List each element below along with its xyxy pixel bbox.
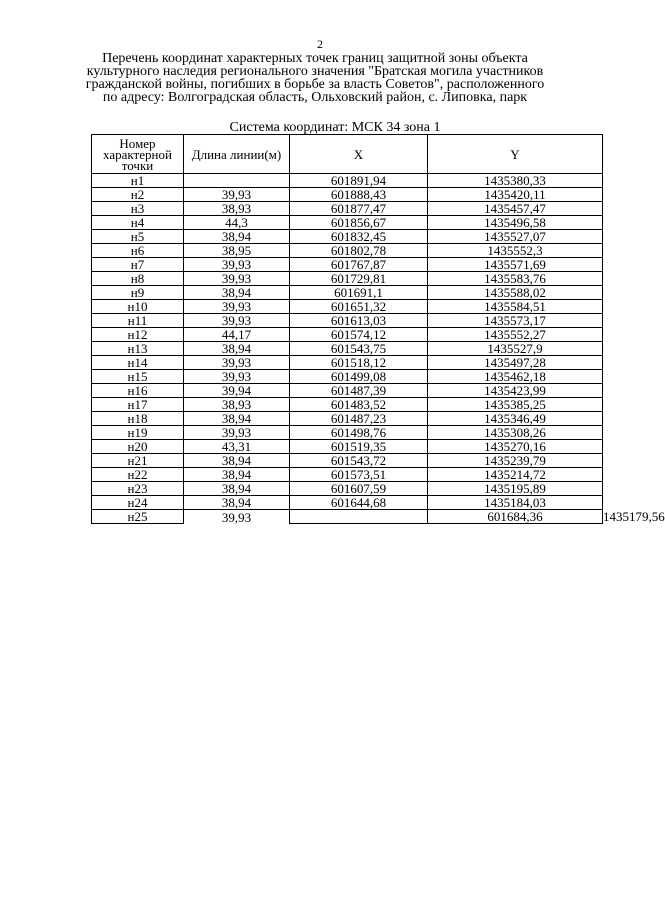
y-coordinate-cell: 1435457,47 [428, 202, 603, 216]
x-coordinate-cell: 601891,94 [290, 174, 428, 188]
line-length-cell: 38,94 [184, 468, 290, 482]
table-row [92, 426, 603, 440]
table-row [92, 342, 603, 356]
line-length-cell: 39,93 [184, 370, 290, 384]
y-coordinate-cell: 1435308,26 [428, 426, 603, 440]
y-coordinate-cell: 1435496,58 [428, 216, 603, 230]
x-coordinate-cell: 601729,81 [290, 272, 428, 286]
table-row [92, 356, 603, 370]
line-length-cell: 38,95 [184, 244, 290, 258]
x-coordinate-cell: 601574,12 [290, 328, 428, 342]
x-coordinate-cell: 601684,36 [428, 510, 603, 524]
point-number-cell: н6 [92, 244, 184, 258]
point-number-cell: н1 [92, 174, 184, 188]
y-coordinate-cell: 1435385,25 [428, 398, 603, 412]
y-coordinate-cell: 1435346,49 [428, 412, 603, 426]
point-number-cell: н9 [92, 286, 184, 300]
line-length-cell: 38,93 [184, 202, 290, 216]
y-coordinate-cell: 1435584,51 [428, 300, 603, 314]
line-length-cell: 39,93 [184, 188, 290, 202]
x-coordinate-cell: 601607,59 [290, 482, 428, 496]
line-length-cell: 43,31 [184, 440, 290, 454]
y-coordinate-cell: 1435462,18 [428, 370, 603, 384]
table-row [92, 328, 603, 342]
table-row: н25 601684,36 1435179,56 [92, 510, 603, 524]
x-coordinate-cell: 601487,39 [290, 384, 428, 398]
y-coordinate-cell: 1435583,76 [428, 272, 603, 286]
table-row [92, 286, 603, 300]
table-row [92, 202, 603, 216]
x-coordinate-cell: 601573,51 [290, 468, 428, 482]
coordinates-table-wrapper [91, 134, 665, 525]
title-line: Перечень координат характерных точек границ защитной зоны объекта [102, 51, 528, 66]
x-coordinate-cell: 601543,75 [290, 342, 428, 356]
header-y: Y [428, 135, 603, 174]
point-number-cell: н20 [92, 440, 184, 454]
y-coordinate-cell: 1435573,17 [428, 314, 603, 328]
point-number-cell: н18 [92, 412, 184, 426]
point-number-cell: н4 [92, 216, 184, 230]
point-number-cell: н17 [92, 398, 184, 412]
line-length-cell: 44,17 [184, 328, 290, 342]
point-number-cell: н14 [92, 356, 184, 370]
line-length-cell: 38,94 [184, 342, 290, 356]
point-number-cell: н5 [92, 230, 184, 244]
line-length-cell: 39,93 [184, 510, 290, 524]
line-length-cell [290, 510, 428, 524]
table-row [92, 230, 603, 244]
table-row [92, 398, 603, 412]
point-number-cell: н16 [92, 384, 184, 398]
document-title [80, 52, 550, 104]
table-row [92, 412, 603, 426]
point-number-cell: н8 [92, 272, 184, 286]
point-number-cell: н3 [92, 202, 184, 216]
y-coordinate-cell: 1435527,9 [428, 342, 603, 356]
line-length-cell: 38,94 [184, 496, 290, 510]
point-number-cell: н11 [92, 314, 184, 328]
line-length-cell: 38,94 [184, 412, 290, 426]
line-length-cell: 39,93 [184, 258, 290, 272]
x-coordinate-cell: 601888,43 [290, 188, 428, 202]
table-row [92, 468, 603, 482]
x-coordinate-cell: 601519,35 [290, 440, 428, 454]
table-row [92, 314, 603, 328]
point-number-cell: н23 [92, 482, 184, 496]
point-number-cell: н2 [92, 188, 184, 202]
header-line-length: Длина линии(м) [184, 135, 290, 174]
y-coordinate-cell: 1435214,72 [428, 468, 603, 482]
table-row [92, 384, 603, 398]
line-length-cell: 39,93 [184, 314, 290, 328]
line-length-cell: 38,94 [184, 230, 290, 244]
table-header-row [92, 135, 603, 174]
page-number: 2 [317, 37, 323, 51]
x-coordinate-cell: 601644,68 [290, 496, 428, 510]
point-number-cell: н24 [92, 496, 184, 510]
point-number-cell: н21 [92, 454, 184, 468]
x-coordinate-cell: 601856,67 [290, 216, 428, 230]
line-length-cell: 39,93 [184, 272, 290, 286]
line-length-cell: 39,93 [184, 300, 290, 314]
title-line: гражданской войны, погибших в борьбе за власть Советов", расположенного [85, 77, 545, 92]
y-coordinate-cell: 1435239,79 [428, 454, 603, 468]
y-coordinate-cell: 1435588,02 [428, 286, 603, 300]
table-row [92, 454, 603, 468]
y-coordinate-cell: 1435270,16 [428, 440, 603, 454]
table-row [92, 496, 603, 510]
point-number-cell: н15 [92, 370, 184, 384]
point-number-cell: н12 [92, 328, 184, 342]
x-coordinate-cell: 601487,23 [290, 412, 428, 426]
point-number-cell: н13 [92, 342, 184, 356]
x-coordinate-cell: 601877,47 [290, 202, 428, 216]
table-row [92, 440, 603, 454]
y-coordinate-cell: 1435420,11 [428, 188, 603, 202]
coordinates-table [91, 134, 665, 525]
header-point-number: Номер характерной точки [92, 135, 184, 174]
y-coordinate-cell: 1435497,28 [428, 356, 603, 370]
x-coordinate-cell: 601832,45 [290, 230, 428, 244]
point-number-cell: н19 [92, 426, 184, 440]
table-row [92, 216, 603, 230]
x-coordinate-cell: 601543,72 [290, 454, 428, 468]
line-length-cell: 38,94 [184, 286, 290, 300]
x-coordinate-cell: 601518,12 [290, 356, 428, 370]
x-coordinate-cell: 601613,03 [290, 314, 428, 328]
y-coordinate-cell: 1435423,99 [428, 384, 603, 398]
x-coordinate-cell: 601691,1 [290, 286, 428, 300]
header-x: X [290, 135, 428, 174]
table-row [92, 244, 603, 258]
y-coordinate-cell: 1435527,07 [428, 230, 603, 244]
table-row [92, 300, 603, 314]
coordinate-system-caption: Система координат: МСК 34 зона 1 [229, 120, 441, 135]
point-number-cell: н25 [92, 510, 184, 524]
x-coordinate-cell: 601802,78 [290, 244, 428, 258]
line-length-cell [184, 174, 290, 188]
x-coordinate-cell: 601483,52 [290, 398, 428, 412]
line-length-cell: 39,93 [184, 356, 290, 370]
y-coordinate-cell: 1435571,69 [428, 258, 603, 272]
x-coordinate-cell: 601767,87 [290, 258, 428, 272]
point-number-cell: н7 [92, 258, 184, 272]
coordinates-table-body [92, 173, 665, 525]
line-length-cell: 38,94 [184, 482, 290, 496]
y-coordinate-cell: 1435380,33 [428, 174, 603, 188]
line-length-cell: 38,94 [184, 454, 290, 468]
y-coordinate-cell: 1435184,03 [428, 496, 603, 510]
line-length-cell: 39,93 [184, 426, 290, 440]
line-length-cell: 39,94 [184, 384, 290, 398]
table-row [92, 258, 603, 272]
table-row [92, 482, 603, 496]
y-coordinate-cell: 1435552,27 [428, 328, 603, 342]
table-row [92, 174, 603, 188]
x-coordinate-cell: 601498,76 [290, 426, 428, 440]
title-line: по адресу: Волгоградская область, Ольховский район, с. Липовка, парк [102, 90, 528, 105]
title-line: культурного наследия регионального значения "Братская могила участников [86, 64, 544, 79]
x-coordinate-cell: 601651,32 [290, 300, 428, 314]
y-coordinate-cell: 1435552,3 [428, 244, 603, 258]
line-length-cell: 44,3 [184, 216, 290, 230]
point-number-cell: н10 [92, 300, 184, 314]
y-coordinate-cell: 1435195,89 [428, 482, 603, 496]
x-coordinate-cell: 601499,08 [290, 370, 428, 384]
line-length-cell: 38,93 [184, 398, 290, 412]
table-row [92, 188, 603, 202]
table-row [92, 370, 603, 384]
point-number-cell: н22 [92, 468, 184, 482]
table-row [92, 272, 603, 286]
